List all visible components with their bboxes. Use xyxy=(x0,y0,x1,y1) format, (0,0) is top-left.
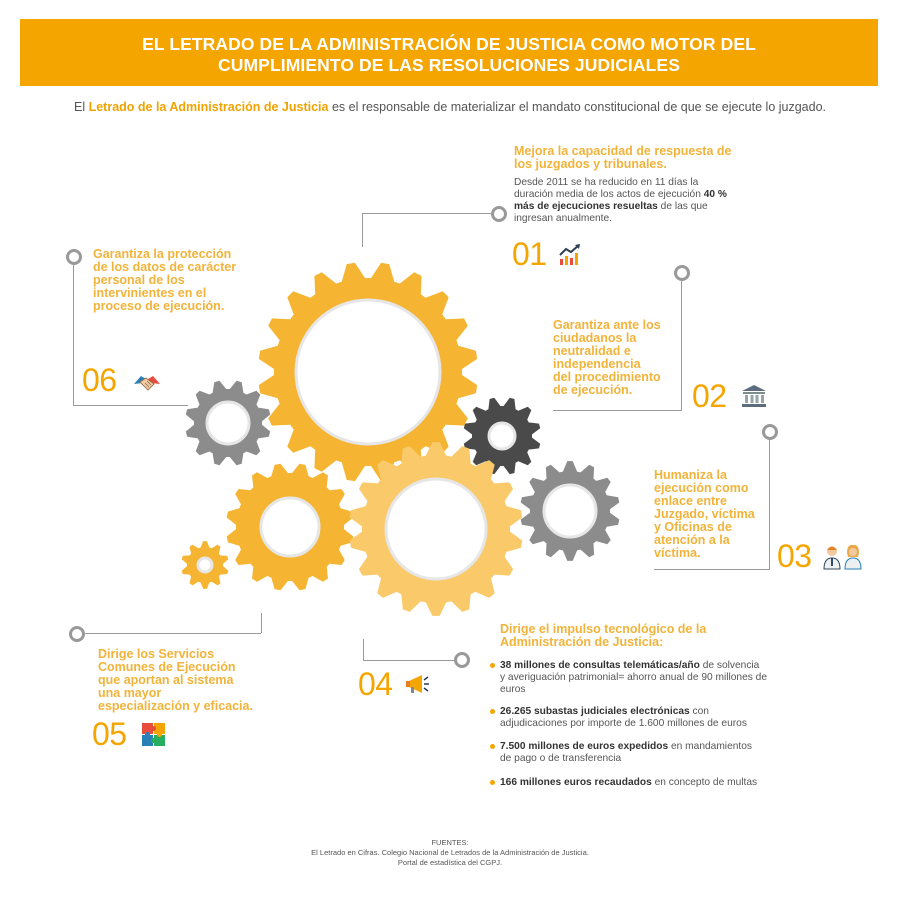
intro-prefix: El xyxy=(74,100,89,114)
connector-03-h xyxy=(654,569,769,570)
gear-yellow-mid-left xyxy=(227,464,354,591)
gear-gray-left xyxy=(186,381,270,465)
item-06-heading: Garantiza la protección de los datos de carácter personal de los intervinientes en el proceso de ejecución. xyxy=(93,247,237,313)
connector-04-ring xyxy=(454,652,470,668)
item-01-text: Desde 2011 se ha reducido en 11 días la duración media de los actos de ejecución 40 % más de ejecuciones resueltas de las que ingresan anualmente. xyxy=(514,177,727,224)
item-04-heading: Dirige el impulso tecnológico de la Administración de Justicia: xyxy=(500,622,707,649)
item-05-number: 05 xyxy=(92,716,127,752)
item-04-bullet-2: 26.265 subastas judiciales electrónicas con adjudicaciones por importe de 1.600 millones de euros xyxy=(500,706,747,729)
item-03-heading: Humaniza la ejecución como enlace entre Juzgado, víctima y Oficinas de atención a la víctima. xyxy=(654,468,755,560)
gear-gray-right xyxy=(521,461,620,561)
connector-02-h xyxy=(553,410,681,411)
bullet-dot xyxy=(490,744,495,749)
gear-yellow-tiny xyxy=(182,541,229,589)
title-line-1: EL LETRADO DE LA ADMINISTRACIÓN DE JUSTICIA COMO MOTOR DEL xyxy=(142,34,756,54)
item-03-number: 03 xyxy=(777,538,812,574)
megaphone-icon xyxy=(404,672,430,696)
intro-highlight: Letrado de la Administración de Justicia xyxy=(88,100,329,114)
sources-label: FUENTES: xyxy=(431,838,469,847)
handshake-icon xyxy=(133,370,161,394)
connector-06-h xyxy=(73,405,188,406)
bullet-dot xyxy=(490,780,495,785)
title-line-2: CUMPLIMIENTO DE LAS RESOLUCIONES JUDICIALES xyxy=(218,55,680,75)
sources-line-1: El Letrado en Cifras. Colegio Nacional de Letrados de la Administración de Justicia. xyxy=(311,848,589,857)
intro-suffix: es el responsable de materializar el mandato constitucional de que se ejecute lo juzgado. xyxy=(328,100,826,114)
item-01-number: 01 xyxy=(512,236,547,272)
courthouse-icon xyxy=(741,384,767,408)
chart-growth-icon xyxy=(558,243,582,267)
connector-01-v xyxy=(362,213,363,247)
connector-03-ring xyxy=(762,424,778,440)
people-icon xyxy=(822,544,864,570)
connector-05-v xyxy=(261,613,262,633)
item-06-number: 06 xyxy=(82,362,117,398)
gear-dark-small xyxy=(464,398,540,474)
connector-04-h xyxy=(363,660,455,661)
item-01-heading: Mejora la capacidad de respuesta de los juzgados y tribunales. xyxy=(514,144,732,171)
bullet-dot xyxy=(490,663,495,668)
connector-02-ring xyxy=(674,265,690,281)
item-02-number: 02 xyxy=(692,378,727,414)
sources xyxy=(0,838,900,868)
connector-05-h xyxy=(85,633,261,634)
connector-04-v xyxy=(363,639,364,661)
puzzle-icon xyxy=(141,722,167,748)
connector-06-ring xyxy=(66,249,82,265)
item-02-heading: Garantiza ante los ciudadanos la neutralidad e independencia del procedimiento de ejecución. xyxy=(553,318,661,397)
connector-05-ring xyxy=(69,626,85,642)
sources-line-2: Portal de estadística del CGPJ. xyxy=(397,858,503,867)
connector-01-h xyxy=(362,213,492,214)
item-05-heading: Dirige los Servicios Comunes de Ejecución que aportan al sistema una mayor especialización y eficacia. xyxy=(98,647,253,713)
connector-03-v xyxy=(769,440,770,570)
item-04-number: 04 xyxy=(358,666,393,702)
bullet-dot xyxy=(490,709,495,714)
item-04-bullet-1: 38 millones de consultas telemáticas/año de solvencia y averiguación patrimonial= ahorro anual de 90 millones de euros xyxy=(500,660,768,695)
item-04-bullet-4: 166 millones euros recaudados en concepto de multas xyxy=(500,777,758,788)
connector-02-v xyxy=(681,281,682,411)
item-04-bullet-3: 7.500 millones de euros expedidos en mandamientos de pago o de transferencia xyxy=(500,741,752,764)
gear-large-top xyxy=(259,263,477,481)
connector-01-ring xyxy=(491,206,507,222)
connector-06-v xyxy=(73,265,74,406)
